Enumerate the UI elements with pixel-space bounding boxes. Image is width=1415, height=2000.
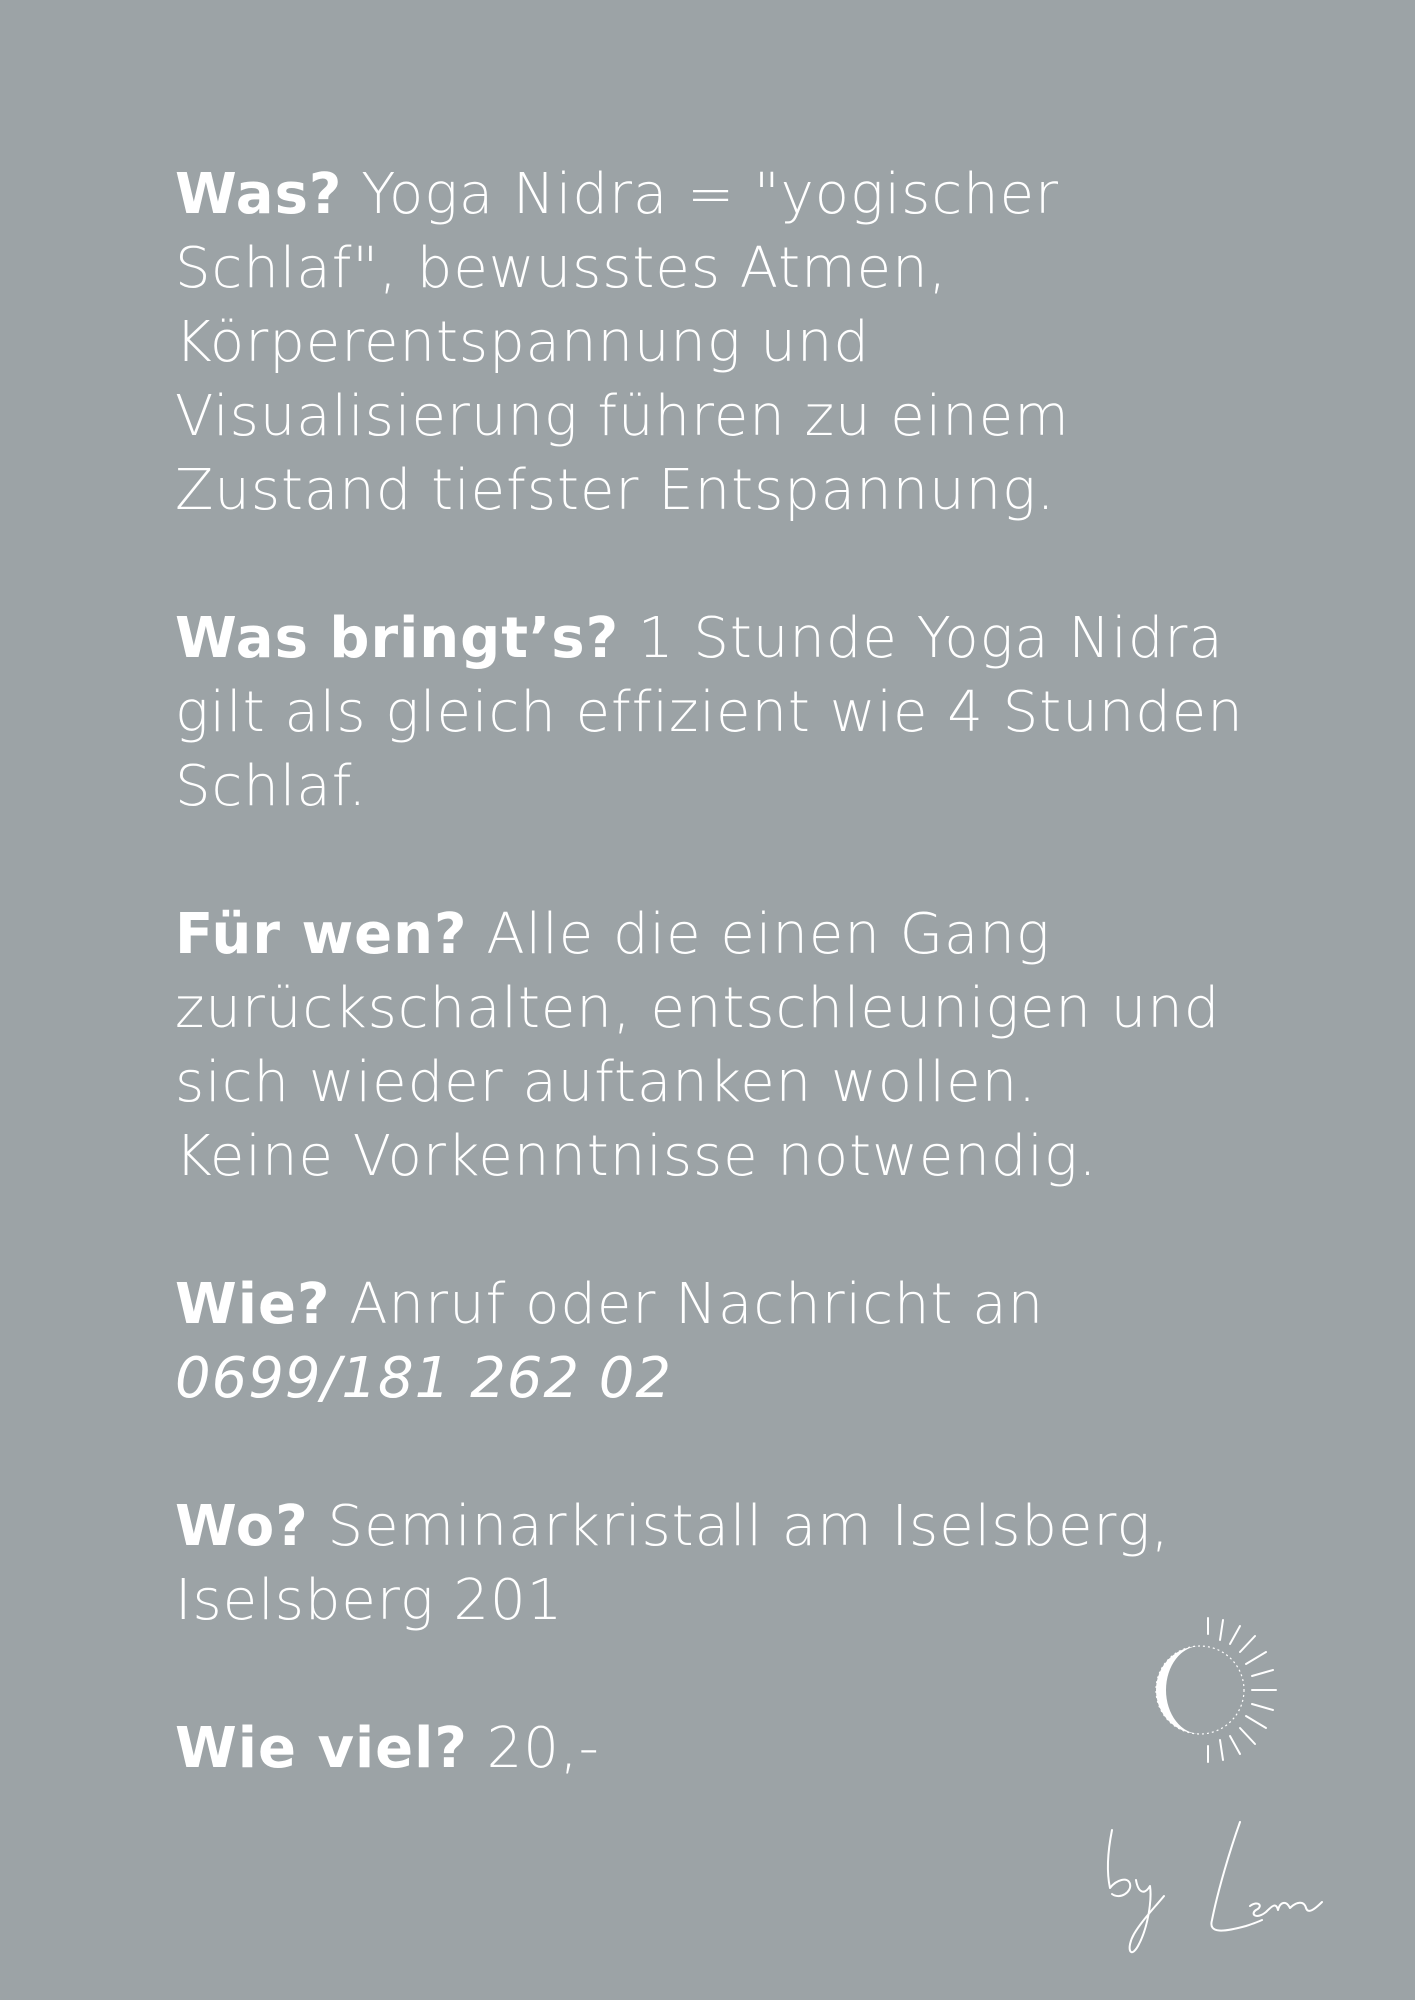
section-label: Wie viel? [175,1716,468,1781]
moon-sun-icon [1140,1610,1300,1790]
section-text: Körperentspannung und [175,310,870,375]
section-text: Visualisierung führen zu einem [175,384,1070,449]
section-wie [175,1268,1275,1416]
info-content [175,158,1275,1786]
section-text: Iselsberg 201 [175,1568,564,1633]
section-text: Yoga Nidra = "yogischer [361,162,1060,227]
section-text: gilt als gleich effizient wie 4 Stunden [175,680,1244,745]
section-wo [175,1490,1275,1638]
section-label: Was? [175,162,343,227]
section-label: Wie? [175,1272,331,1337]
section-text: Keine Vorkenntnisse notwendig. [175,1124,1098,1189]
signature-text: by Lena [1220,1960,1224,1961]
section-text: zurückschalten, entschleunigen und [175,976,1221,1041]
section-label: Wo? [175,1494,309,1559]
phone-number[interactable]: 0699/181 262 02 [175,1346,673,1411]
section-wie-viel [175,1712,1275,1786]
section-text: sich wieder auftanken wollen. [175,1050,1037,1115]
section-label: Was bringt’s? [175,606,620,671]
section-text: Alle die einen Gang [486,902,1051,967]
section-fuer-wen [175,898,1275,1194]
section-text: 1 Stunde Yoga Nidra [637,606,1224,671]
section-label: Für wen? [175,902,468,967]
section-text: Anruf oder Nachricht an [349,1272,1045,1337]
signature-by-lena [1100,1810,1340,1970]
section-text: Seminarkristall am Iselsberg, [327,1494,1170,1559]
section-text: Zustand tiefster Entspannung. [175,458,1056,523]
section-text: Schlaf", bewusstes Atmen, [175,236,948,301]
section-was-bringts [175,602,1275,824]
section-was [175,158,1275,528]
section-text: Schlaf. [175,754,368,819]
price-text: 20,- [486,1716,600,1781]
